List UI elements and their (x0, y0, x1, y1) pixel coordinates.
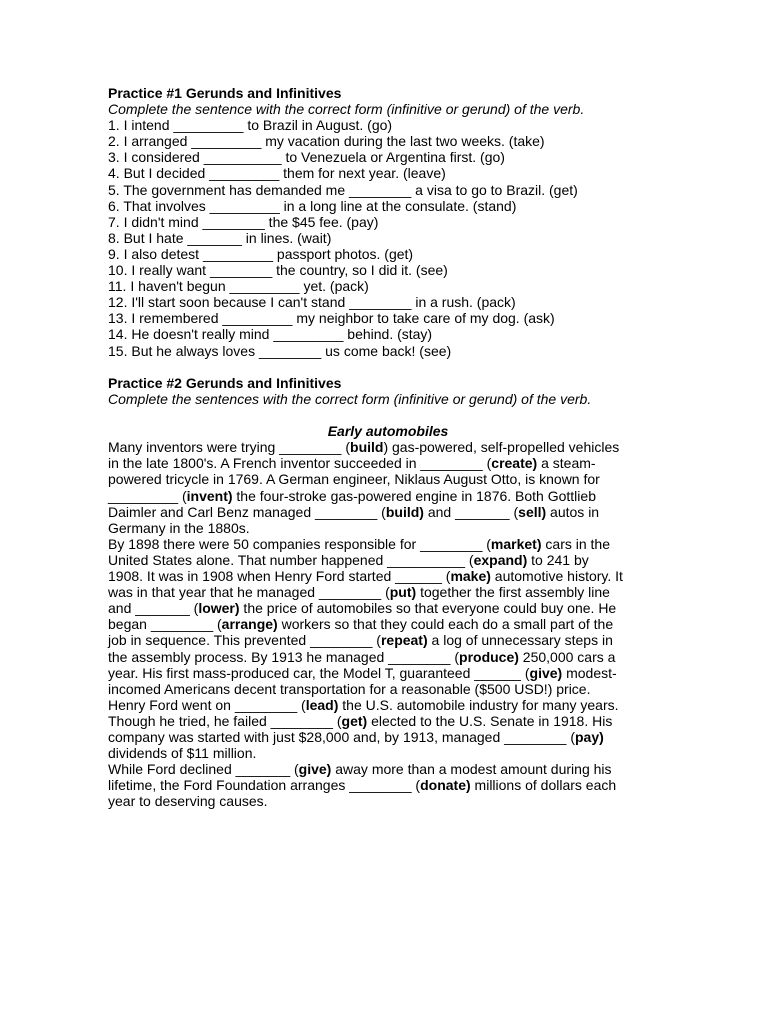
passage-line (108, 455, 668, 471)
exercise-item: 3. I considered __________ to Venezuela or Argentina first. (go) (108, 149, 505, 166)
verb-cue: market) (490, 535, 542, 552)
passage-segment: the four-stroke gas-powered engine in 1876. Both Gottlieb (232, 487, 596, 504)
verb-cue: lower) (198, 600, 240, 617)
passage-line (108, 745, 668, 761)
passage-line (108, 616, 668, 632)
passage-segment: Daimler and Carl Benz managed ________ ( (108, 503, 386, 520)
passage-line (108, 471, 668, 487)
passage-segment: and _______ ( (108, 600, 199, 617)
passage-segment: job in sequence. This prevented ________ ( (108, 632, 381, 649)
practice-2-instructions: Complete the sentences with the correct form (infinitive or gerund) of the verb. (108, 391, 592, 408)
passage-segment: and _______ ( (423, 503, 519, 520)
verb-cue: donate) (420, 777, 471, 794)
exercise-item: 9. I also detest _________ passport photos. (get) (108, 245, 414, 262)
passage-line (108, 520, 668, 536)
passage-segment: the price of automobiles so that everyone could buy one. He (239, 600, 617, 617)
exercise-item: 2. I arranged _________ my vacation during the last two weeks. (take) (108, 133, 545, 150)
passage-line (108, 632, 668, 648)
passage-line (108, 713, 668, 729)
passage-segment: began ________ ( (108, 616, 222, 633)
passage-segment: the assembly process. By 1913 he managed ________ ( (108, 648, 460, 665)
passage-segment: together the first assembly line (416, 584, 610, 601)
exercise-item: 13. I remembered _________ my neighbor to take care of my dog. (ask) (108, 310, 555, 327)
verb-cue: make) (450, 568, 491, 585)
passage-segment: in the late 1800's. A French inventor succeeded in ________ ( (108, 455, 492, 472)
passage-line (108, 729, 668, 745)
passage-segment: away more than a modest amount during his (331, 761, 612, 778)
passage-segment: cars in the (541, 535, 610, 552)
passage-line (108, 552, 668, 568)
verb-cue: create) (491, 455, 538, 472)
passage-segment: to 241 by (527, 551, 589, 568)
passage-segment: was in that year that he managed ________ ( (108, 584, 390, 601)
verb-cue: expand) (473, 551, 528, 568)
passage-segment: _________ ( (108, 487, 187, 504)
passage-line (108, 488, 668, 504)
passage-segment: lifetime, the Ford Foundation arranges ________ ( (108, 777, 421, 794)
passage-line (108, 793, 668, 809)
passage-segment: millions of dollars each (470, 777, 617, 794)
passage-segment: automotive history. It (490, 568, 623, 585)
practice-1-title: Practice #1 Gerunds and Infinitives (108, 85, 342, 101)
passage-line (108, 681, 668, 697)
passage-segment: a steam- (537, 455, 596, 472)
verb-cue: sell) (518, 503, 547, 520)
passage-segment: autos in (546, 503, 600, 520)
practice-2-title: Practice #2 Gerunds and Infinitives (108, 375, 342, 391)
passage-segment: Henry Ford went on ________ ( (108, 696, 306, 713)
exercise-item: 14. He doesn't really mind _________ behind. (stay) (108, 326, 433, 343)
practice-1-instructions: Complete the sentence with the correct form (infinitive or gerund) of the verb. (108, 101, 585, 118)
passage-line (108, 665, 668, 681)
verb-cue: give) (298, 761, 332, 778)
passage-title: Early automobiles (327, 423, 449, 440)
verb-cue: give) (529, 664, 563, 681)
passage-segment: While Ford declined _______ ( (108, 761, 299, 778)
passage-segment: 250,000 cars a (518, 648, 616, 665)
passage-segment: By 1898 there were 50 companies responsible for ________ ( (108, 535, 491, 552)
passage-segment: Many inventors were trying ________ ( (108, 439, 351, 456)
passage-segment: 1908. It was in 1908 when Henry Ford started ______ ( (108, 568, 451, 585)
verb-cue: arrange) (221, 616, 278, 633)
exercise-item: 15. But he always loves ________ us come back! (see) (108, 342, 452, 359)
passage-segment: Germany in the 1880s. (108, 519, 250, 536)
passage-segment: elected to the U.S. Senate in 1918. His (367, 712, 613, 729)
verb-cue: pay) (574, 728, 604, 745)
exercise-item: 10. I really want ________ the country, so I did it. (see) (108, 262, 448, 279)
passage-line (108, 584, 668, 600)
passage-text (108, 439, 668, 809)
verb-cue: build) (385, 503, 424, 520)
passage-segment: a log of unnecessary steps in (427, 632, 613, 649)
verb-cue: lead) (305, 696, 339, 713)
verb-cue: build (350, 439, 384, 456)
passage-line (108, 777, 668, 793)
verb-cue: put) (389, 584, 417, 601)
exercise-item: 6. That involves _________ in a long line at the consulate. (stand) (108, 197, 517, 214)
passage-segment: powered tricycle in 1769. A German engineer, Niklaus August Otto, is known for (108, 471, 600, 488)
verb-cue: produce) (459, 648, 519, 665)
passage-segment: modest- (562, 664, 617, 681)
passage-segment: company was started with just $28,000 and, by 1913, managed ________ ( (108, 728, 575, 745)
passage-segment: the U.S. automobile industry for many years. (338, 696, 619, 713)
passage-segment: United States alone. That number happened __________ ( (108, 551, 474, 568)
passage-segment: workers so that they could each do a small part of the (277, 616, 614, 633)
exercise-item: 5. The government has demanded me ________ a visa to go to Brazil. (get) (108, 181, 578, 198)
exercise-item: 8. But I hate _______ in lines. (wait) (108, 229, 332, 246)
practice-1-section (108, 85, 668, 359)
passage-line (108, 600, 668, 616)
verb-cue: invent) (186, 487, 233, 504)
verb-cue: get) (341, 712, 368, 729)
exercise-item: 4. But I decided _________ them for next year. (leave) (108, 165, 446, 182)
practice-2-section (108, 375, 668, 809)
exercise-item: 7. I didn't mind ________ the $45 fee. (pay) (108, 213, 379, 230)
passage-line (108, 439, 668, 455)
passage-segment: ) gas-powered, self-propelled vehicles (383, 439, 620, 456)
passage-line (108, 697, 668, 713)
passage-segment: Though he tried, he failed ________ ( (108, 712, 342, 729)
passage-segment: year. His first mass-produced car, the Model T, guaranteed ______ ( (108, 664, 530, 681)
passage-segment: dividends of $11 million. (108, 745, 257, 762)
passage-line (108, 761, 668, 777)
exercise-item: 12. I'll start soon because I can't stand ________ in a rush. (pack) (108, 294, 516, 311)
passage-line (108, 536, 668, 552)
passage-segment: incomed Americans decent transportation for a reasonable ($500 USD!) price. (108, 680, 591, 697)
passage-segment: year to deserving causes. (108, 793, 268, 810)
exercise-item: 1. I intend _________ to Brazil in August. (go) (108, 117, 393, 134)
verb-cue: repeat) (380, 632, 428, 649)
passage-line (108, 504, 668, 520)
practice-1-list (108, 117, 668, 358)
exercise-item: 11. I haven't begun _________ yet. (pack) (108, 278, 369, 295)
passage-line (108, 649, 668, 665)
passage-line (108, 568, 668, 584)
